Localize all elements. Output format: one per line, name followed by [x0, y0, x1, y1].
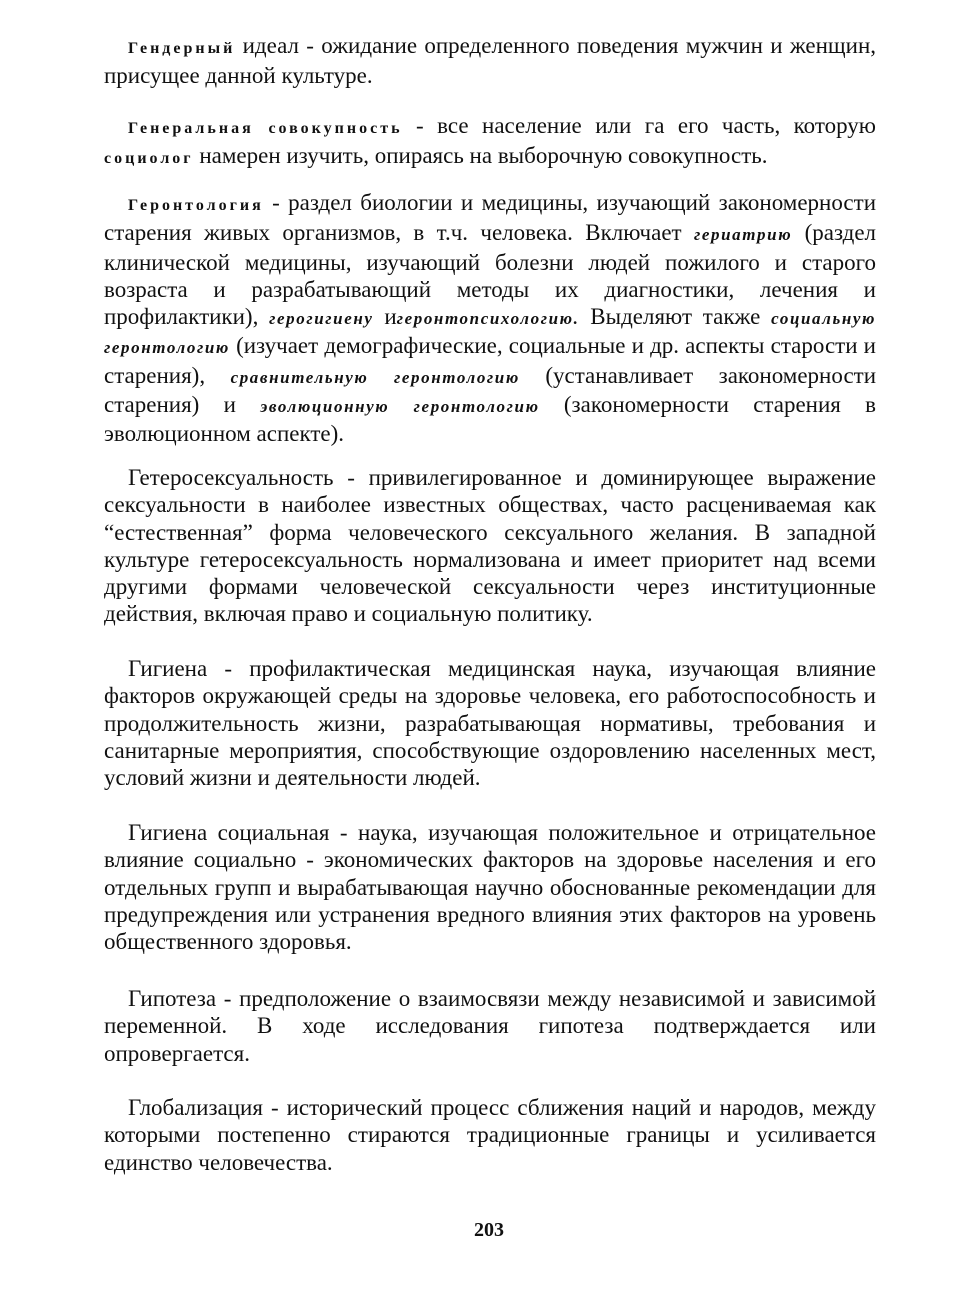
page-number: 203 — [474, 1219, 504, 1241]
entry-definition: - предположение о взаимосвязи между независимой и зависимой переменной. В ходе исследования гипотеза подтверждается или опровергается. — [104, 986, 876, 1066]
entry-emphasis: сравнительную геронтологию — [230, 367, 520, 387]
entry-term: Глобализация — [128, 1095, 263, 1120]
entry-definition: и — [384, 304, 397, 330]
entry-definition: - раздел биологии и медицины, изучающий закономерности старения живых организмов, в т.ч. человека. Включает — [104, 190, 876, 246]
glossary-entry-gendernyi — [104, 32, 876, 90]
entry-definition: намерен изучить, опираясь на выборочную совокупность. — [199, 143, 768, 169]
entry-definition: - профилактическая медицинская наука, изучающая влияние факторов окружающей среды на здоровье человека, его работоспособность и продолжительность жизни, разрабатывающая нормативы, требования и санитарные мероприятия, способствующие оздоровлению населенных мест, условий жизни и деятельности людей. — [104, 656, 876, 791]
entry-definition: - наука, изучающая положительное и отрицательное влияние социально - экономических факторов на здоровье населения и его отдельных групп и вырабатывающая научно обоснованные рекомендации для предупреждения или устранения вредного влияния этих факторов на уровень общественного здоровья. — [104, 820, 877, 955]
glossary-entry-geteroseksualnost — [104, 464, 876, 628]
entry-definition: идеал - ожидание определенного поведения мужчин и женщин, присущее данной культуре. — [104, 33, 876, 89]
entry-term: Гипотеза — [128, 986, 217, 1011]
entry-emphasis: эволюционную геронтологию — [260, 397, 540, 417]
entry-definition: - все население или га его часть, которую — [416, 113, 876, 138]
entry-emphasis: социальную геронтологию — [104, 309, 877, 358]
entry-emphasis: социолог — [104, 150, 194, 168]
entry-term: Гендерный — [128, 40, 236, 57]
entry-term: Геронтология — [128, 197, 264, 214]
glossary-entry-globalizaciya — [104, 1094, 876, 1176]
entry-emphasis: геронтопсихологию. — [396, 309, 580, 329]
glossary-entry-gerontologiya — [104, 189, 876, 448]
entry-definition: (раздел клинической медицины, изучающий болезни людей пожилого и старого возраста и разрабатывающий методы их диагностики, лечения и профилактики), — [104, 220, 877, 330]
entry-definition: (устанавливает закономерности старения) и — [104, 362, 877, 418]
entry-definition: Выделяют также — [590, 304, 761, 330]
entry-term: Гетеросексуальность — [128, 465, 334, 490]
entry-definition: (закономерности старения в эволюционном аспекте). — [104, 392, 877, 447]
glossary-entry-gigiena — [104, 655, 876, 791]
entry-emphasis: гериатрию — [693, 225, 793, 245]
entry-definition: - исторический процесс сближения наций и народов, между которыми постепенно стираются традиционные границы и усиливается единство человечества. — [104, 1095, 876, 1175]
entry-definition: - привилегированное и доминирующее выражение сексуальности в наиболее известных обществах, часто расцениваемая как “естественная” форма человеческого сексуального желания. В западной культуре гетеросексуальность нормализована и имеет приоритет над всеми другими формами человеческой сексуальности через институционные действия, включая право и социальную политику. — [104, 465, 877, 627]
glossary-entry-gipoteza — [104, 985, 876, 1067]
entry-emphasis: герогигиену — [269, 309, 374, 329]
entry-term: Гигиена — [128, 656, 208, 681]
glossary-entry-generalnaya-sovokupnost — [104, 112, 876, 173]
entry-term: Генеральная совокупность — [128, 120, 403, 137]
entry-definition: (изучает демографические, социальные и др. аспекты старости и старения), — [104, 333, 876, 388]
entry-term: Гигиена социальная — [128, 820, 330, 845]
glossary-entry-gigiena-socialnaya — [104, 819, 876, 955]
